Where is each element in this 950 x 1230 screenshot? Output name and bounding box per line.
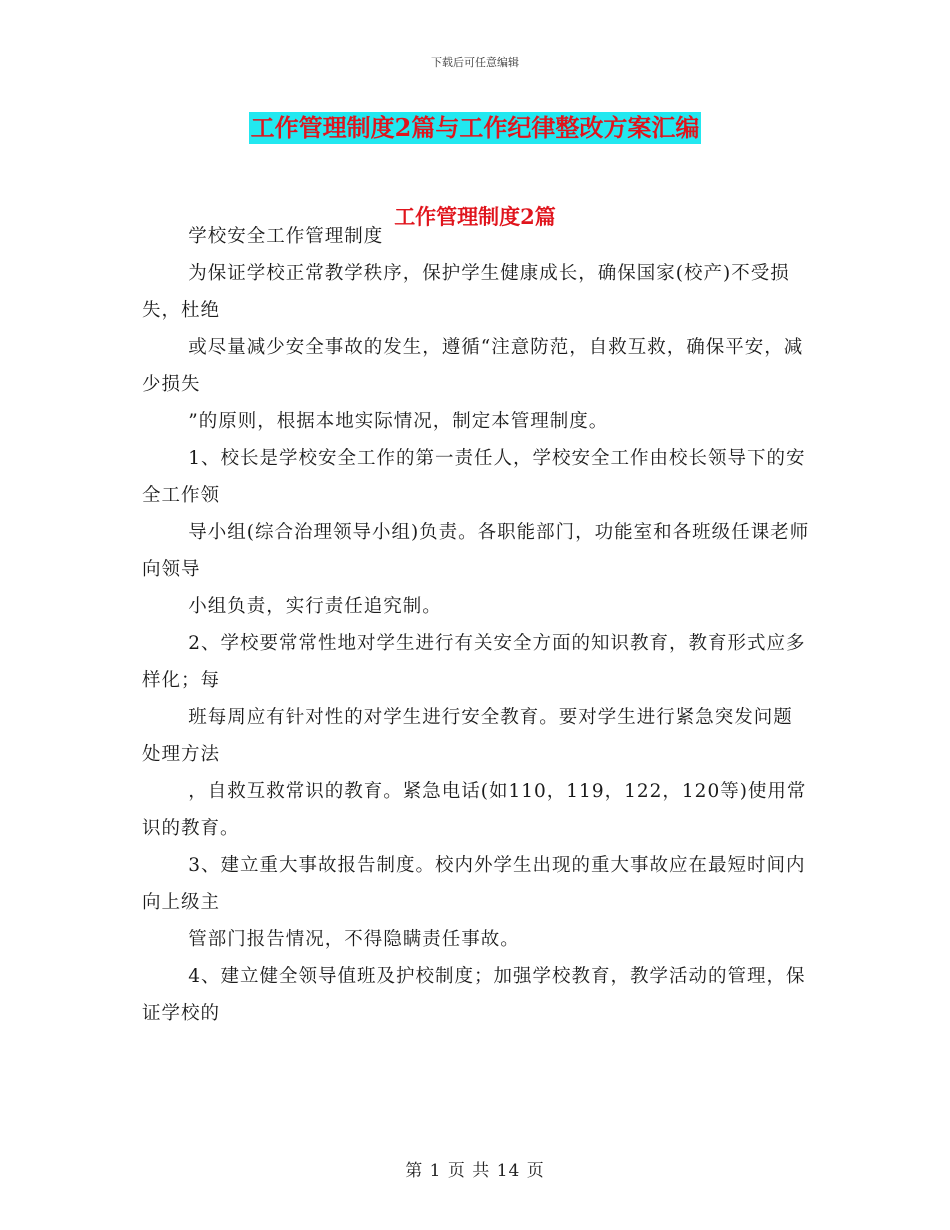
paragraph: 管部门报告情况，不得隐瞒责任事故。 — [188, 929, 520, 950]
paragraph: 学校安全工作管理制度 — [188, 226, 384, 247]
header-note: 下载后可任意编辑 — [431, 56, 519, 69]
paragraph: ”的原则，根据本地实际情况，制定本管理制度。 — [188, 411, 609, 432]
paragraph: 4、建立健全领导值班及护校制度；加强学校教育，教学活动的管理，保证学校的 — [142, 966, 806, 1024]
paragraph: 班每周应有针对性的对学生进行安全教育。要对学生进行紧急突发问题处理方法 — [142, 707, 793, 765]
paragraph: 1、校长是学校安全工作的第一责任人，学校安全工作由校长领导下的安全工作领 — [142, 448, 806, 506]
paragraph: 导小组(综合治理领导小组)负责。各职能部门，功能室和各班级任课老师向领导 — [142, 522, 810, 580]
paragraph: ，自救互救常识的教育。紧急电话(如110，119，122，120等)使用常识的教育。 — [142, 781, 807, 839]
section-title: 工作管理制度2篇 — [394, 204, 556, 229]
paragraph: 3、建立重大事故报告制度。校内外学生出现的重大事故应在最短时间内向上级主 — [142, 855, 806, 913]
document-title: 工作管理制度2篇与工作纪律整改方案汇编 — [250, 113, 700, 142]
document-title-container — [0, 112, 950, 144]
paragraph: 或尽量减少安全事故的发生，遵循“注意防范，自救互救，确保平安，减少损失 — [142, 337, 804, 395]
page-footer: 第 1 页 共 14 页 — [405, 1161, 545, 1181]
body-text — [142, 218, 810, 1032]
paragraph: 2、学校要常常性地对学生进行有关安全方面的知识教育，教育形式应多样化；每 — [142, 633, 806, 691]
paragraph: 为保证学校正常教学秩序，保护学生健康成长，确保国家(校产)不受损失，杜绝 — [142, 263, 790, 321]
paragraph: 小组负责，实行责任追究制。 — [188, 596, 442, 617]
